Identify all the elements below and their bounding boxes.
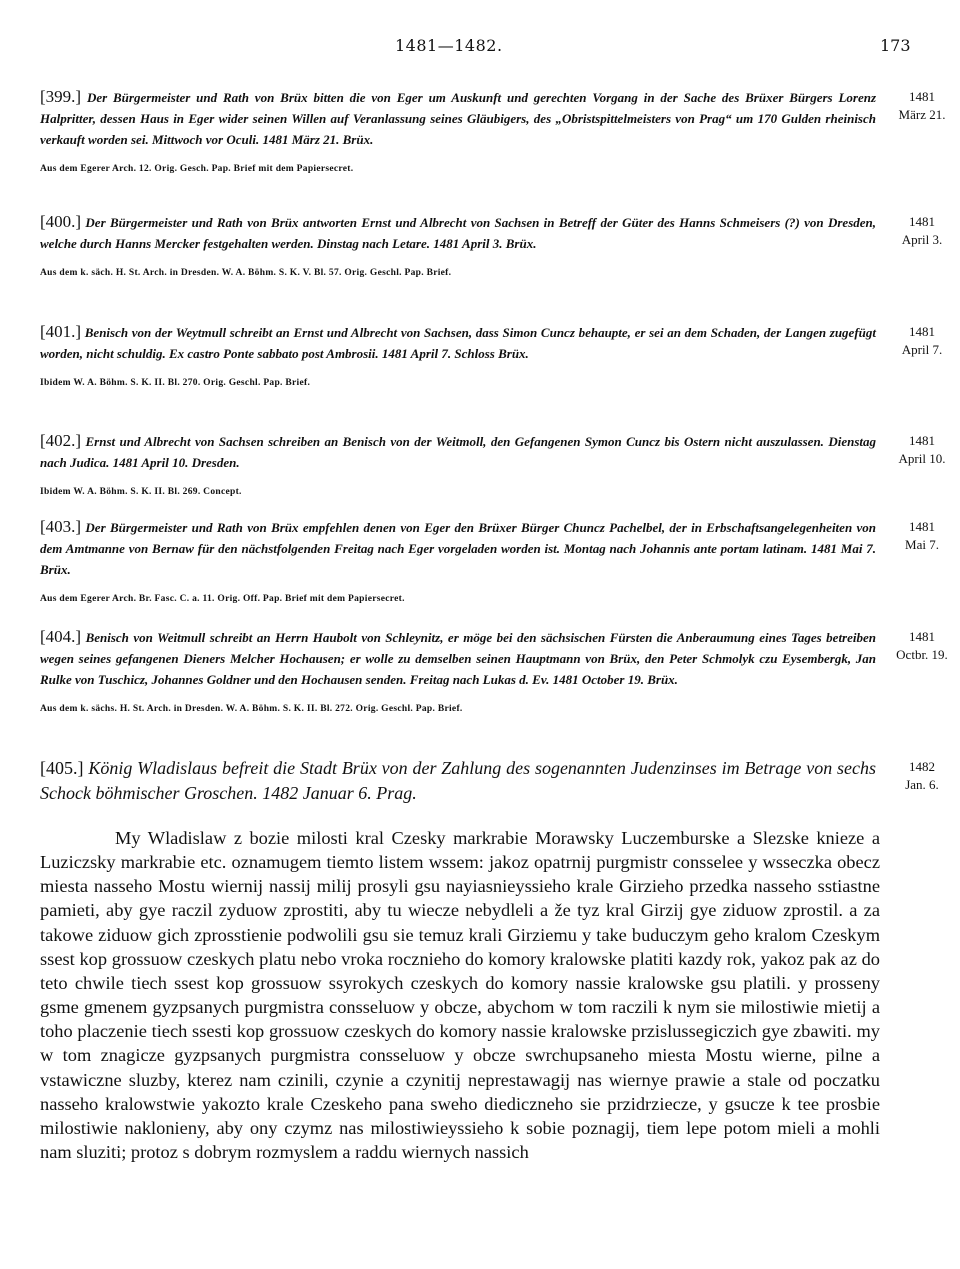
entry-summary-text: Der Bürgermeister und Rath von Brüx bitten die von Eger um Auskunft und gerechten Vorgang in der Sache des Brüxer Bürgers Lorenz Halpritter, dessen Haus in Eger wider seinen Willen auf Veranlassung seines Gläubigers, des „Obristspittelmeisters von Prag“ um 170 Gulden rheinisch verkauft worden sei. Mittwoch vor Oculi. 1481 März 21. Brüx. <box>40 90 877 147</box>
margin-date-day: April 7. <box>901 342 943 357</box>
running-header <box>40 36 950 60</box>
entry-body <box>40 321 876 388</box>
entry-summary-text: Der Bürgermeister und Rath von Brüx antworten Ernst und Albrecht von Sachsen in Betreff der Güter des Hanns Schmeisers (?) von Dresden, welche durch Hanns Mercker festgehalten werden. Dinstag nach Letare. 1481 April 3. Brüx. <box>40 215 877 251</box>
margin-date <box>887 88 957 124</box>
entry-body <box>40 211 876 278</box>
entry-summary <box>40 86 876 150</box>
charter-text: My Wladislaw z bozie milosti kral Czesky markrabie Morawsky Luczemburske a Slezske knieze a Luziczsky markrabie etc. oznamugem tiemto listem wssem: jakoz opatrnij purgmistr consselee y wsseczka obecz miesta nasseho Mostu wiernij nassij milij prosyli gsu nayiasnieyssieho krale Girzieho przedka nasseho sstiastne pamieti, aby gye raczil zyduow zprostiti, aby tu wiecze nebydleli a že tyz kral Girzij gye ziduow zprostil. a za takowe ziduow gich zprosstienie podwolili gsu sie temuz krali Girziemu y take buduczym geho kralom Czeskym ssest kop grossuow czeskych platu nebo vroka rocznieho do komory kralowske platiti kazdy rok, yakoz pak az do teto chwile tiech ssest kop grossuow ssyrokych czeskych do komory nassie kralowske gsu platili. y prosseny gsme gmenem gyzpsanych purgmistra consseluow y obcze, abychom w tom raczili k nym sie milostiwie mietij a toho placzenie tiech ssesti kop grossuow czeskych do komory nassie kralowske przislussegiczich gye zbawiti. my w tom znagicze gyzpsanych purgmistra consseluow y obcze swrchupsaneho miesta Mostu wierne, pilne a vstawiczne sluzby, kterez nam czinili, czynie a czynitij neprestawagij nas wiernye prawie a stale od poczatku nasseho kralowstwie yakozto krale Czeskeho pana sweho diediczneho sie przidrziecze, y gsucze k tee prosbie milostiwie naklonieny, aby ony czymz nas milostiwieyssieho k sobie poznagij, tiem lepe potom mieli a mohli nam sluziti; protoz s dobrym rozmyslem a raddu wiernych nassich <box>40 828 880 1163</box>
margin-date-day: Mai 7. <box>905 537 939 552</box>
entry-source: Aus dem k. säch. H. St. Arch. in Dresden. W. A. Böhm. S. K. V. Bl. 57. Orig. Geschl. Pap. Brief. <box>40 268 452 278</box>
entry-summary-text: Benisch von der Weytmull schreibt an Ernst und Albrecht von Sachsen, dass Simon Cuncz behaupte, er sei an dem Schaden, der Langen zugefügt worden, nicht schuldig. Ex castro Ponte sabbato post Ambrosii. 1481 April 7. Schloss Brüx. <box>40 325 876 361</box>
entry-number: [399.] <box>40 87 82 106</box>
entry-body <box>40 516 876 604</box>
entry-source: Aus dem Egerer Arch. 12. Orig. Gesch. Pap. Brief mit dem Papiersecret. <box>40 164 354 174</box>
entry-number: [404.] <box>40 627 82 646</box>
margin-date-day: Jan. 6. <box>905 777 939 792</box>
entry-summary <box>40 756 876 806</box>
entry-summary-text: König Wladislaus befreit die Stadt Brüx von der Zahlung des sogenannten Judenzinses im Betrage von sechs Schock böhmischer Groschen. 1482 Januar 6. Prag. <box>40 758 877 803</box>
entry-body <box>40 756 876 806</box>
margin-date-day: März 21. <box>898 107 946 122</box>
margin-date <box>887 213 957 249</box>
margin-date-year: 1481 <box>909 324 935 339</box>
entry-summary <box>40 516 876 580</box>
page-number: 173 <box>880 36 911 55</box>
entry-summary-text: Ernst und Albrecht von Sachsen schreiben an Benisch von der Weitmoll, den Gefangenen Symon Cuncz bis Ostern nicht auszulassen. Dienstag nach Judica. 1481 April 10. Dresden. <box>40 434 877 470</box>
margin-date <box>887 323 957 359</box>
entry-summary <box>40 430 876 473</box>
entry-number: [403.] <box>40 517 82 536</box>
margin-date-day: April 10. <box>898 451 946 466</box>
entry-summary <box>40 321 876 364</box>
margin-date <box>887 518 957 554</box>
entry-summary-text: Benisch von Weitmull schreibt an Herrn Haubolt von Schleynitz, er möge bei den sächsischen Fürsten die Anberaumung eines Tages betreiben wegen seines gefangenen Dieners Melcher Hochausen; er wolle zu demselben seinen Hauptmann von Brüx, den Peter Schmolyk czu Eysembergk, Jan Rulke von Tuschicz, Johannes Goldner und den Hochausen senden. Freitag nach Lukas d. Ev. 1481 October 19. Brüx. <box>40 630 877 687</box>
margin-date-year: 1481 <box>909 433 935 448</box>
entry-number: [402.] <box>40 431 82 450</box>
entry-number: [401.] <box>40 322 82 341</box>
entry-source: Aus dem Egerer Arch. Br. Fasc. C. a. 11. Orig. Off. Pap. Brief mit dem Papiersecret. <box>40 594 405 604</box>
entry-body <box>40 430 876 497</box>
entry-number: [405.] <box>40 758 84 778</box>
margin-date-year: 1481 <box>909 629 935 644</box>
entry-body <box>40 86 876 174</box>
entry-body <box>40 626 876 714</box>
entry-number: [400.] <box>40 212 82 231</box>
margin-date-year: 1482 <box>909 759 935 774</box>
entry-summary <box>40 626 876 690</box>
margin-date <box>887 758 957 794</box>
margin-date-year: 1481 <box>909 519 935 534</box>
running-title: 1481—1482. <box>395 36 503 55</box>
margin-date-day: Octbr. 19. <box>896 647 948 662</box>
entry-source: Aus dem k. sächs. H. St. Arch. in Dresden. W. A. Böhm. S. K. II. Bl. 272. Orig. Geschl. Pap. Brief. <box>40 704 463 714</box>
margin-date-year: 1481 <box>909 214 935 229</box>
entry-source: Ibidem W. A. Böhm. S. K. II. Bl. 269. Concept. <box>40 487 242 497</box>
margin-date <box>887 432 957 468</box>
entry-source: Ibidem W. A. Böhm. S. K. II. Bl. 270. Orig. Geschl. Pap. Brief. <box>40 378 311 388</box>
margin-date <box>887 628 957 664</box>
margin-date-day: April 3. <box>901 232 943 247</box>
entry-summary-text: Der Bürgermeister und Rath von Brüx empfehlen denen von Eger den Brüxer Bürger Chuncz Pachelbel, der in Erbschaftsangelegenheiten von dem Amtmanne von Bernaw für den nächstfolgenden Freitag nach Eger vorgeladen worden ist. Montag nach Johannis ante portam latinam. 1481 Mai 7. Brüx. <box>40 520 877 577</box>
entry-summary <box>40 211 876 254</box>
margin-date-year: 1481 <box>909 89 935 104</box>
